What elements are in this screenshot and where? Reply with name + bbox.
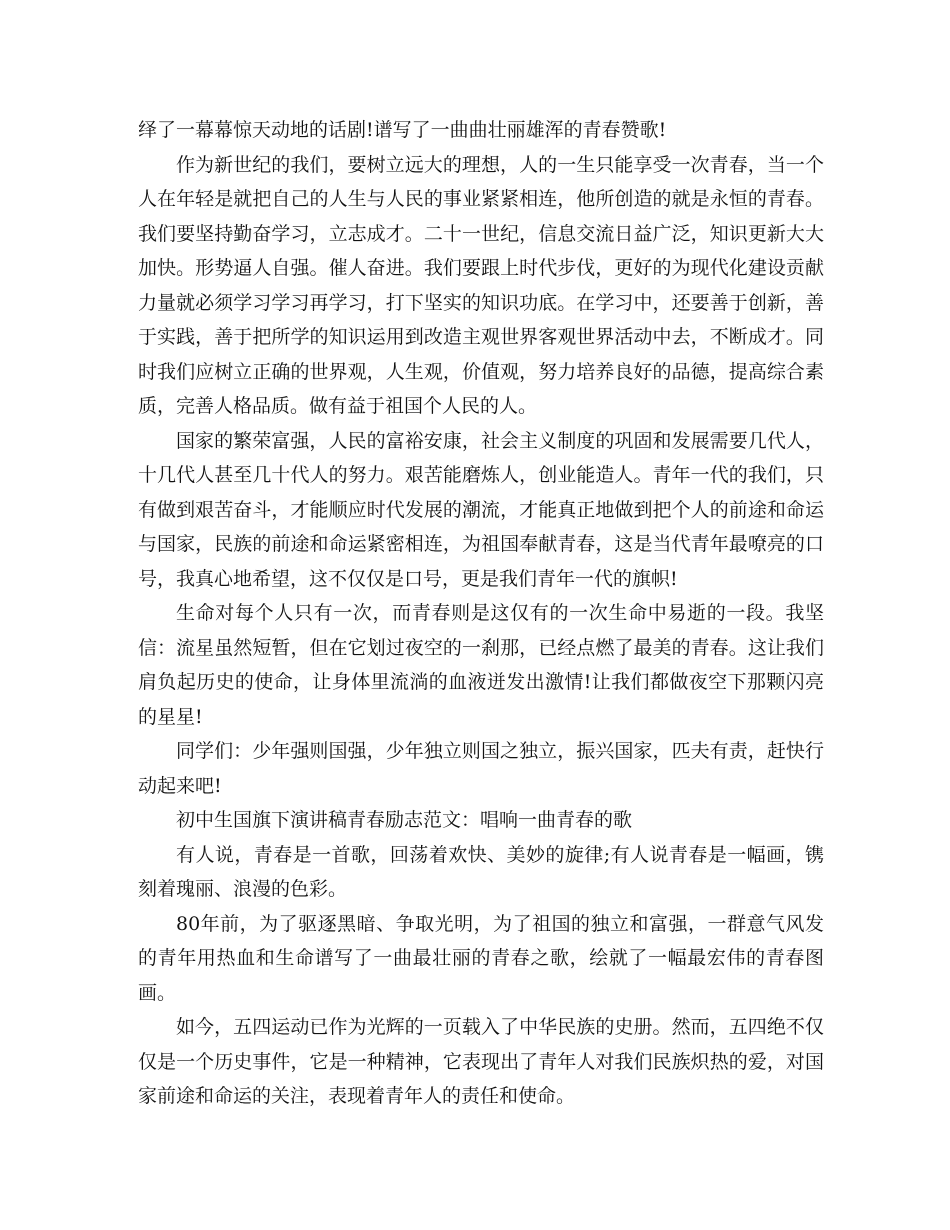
paragraph: 80年前，为了驱逐黑暗、争取光明，为了祖国的独立和富强，一群意气风发的青年用热血和生命谱写了一曲最壮丽的青春之歌，绘就了一幅最宏伟的青春图画。 bbox=[138, 912, 824, 1004]
paragraph: 同学们：少年强则国强，少年独立则国之独立，振兴国家，匹夫有责，赶快行动起来吧! bbox=[138, 740, 824, 797]
paragraph: 国家的繁荣富强，人民的富裕安康，社会主义制度的巩固和发展需要几代人，十几代人甚至几十代人的努力。艰苦能磨炼人，创业能造人。青年一代的我们，只有做到艰苦奋斗，才能顺应时代发展的潮流，才能真正地做到把个人的前途和命运与国家，民族的前途和命运紧密相连，为祖国奉献青春，这是当代青年最嘹亮的口号，我真心地希望，这不仅仅是口号，更是我们青年一代的旗帜! bbox=[138, 429, 824, 590]
document-body bbox=[138, 113, 824, 1114]
paragraph: 生命对每个人只有一次，而青春则是这仅有的一次生命中易逝的一段。我坚信：流星虽然短暂，但在它划过夜空的一刹那，已经点燃了最美的青春。这让我们肩负起历史的使命，让身体里流淌的血液迸发出激情!让我们都做夜空下那颗闪亮的星星! bbox=[138, 602, 824, 728]
paragraph: 作为新世纪的我们，要树立远大的理想，人的一生只能享受一次青春，当一个人在年轻是就把自己的人生与人民的事业紧紧相连，他所创造的就是永恒的青春。我们要坚持勤奋学习，立志成才。二十一世纪，信息交流日益广泛，知识更新大大加快。形势逼人自强。催人奋进。我们要跟上时代步伐，更好的为现代化建设贡献力量就必须学习学习再学习，打下坚实的知识功底。在学习中，还要善于创新，善于实践，善于把所学的知识运用到改造主观世界客观世界活动中去，不断成才。同时我们应树立正确的世界观，人生观，价值观，努力培养良好的品德，提高综合素质，完善人格品质。做有益于祖国个人民的人。 bbox=[138, 153, 824, 417]
paragraph-continuation: 绎了一幕幕惊天动地的话剧!谱写了一曲曲壮丽雄浑的青春赞歌! bbox=[138, 119, 667, 141]
section-title: 初中生国旗下演讲稿青春励志范文：唱响一曲青春的歌 bbox=[176, 809, 633, 831]
paragraph: 如今，五四运动已作为光辉的一页载入了中华民族的史册。然而，五四绝不仅仅是一个历史事件，它是一种精神，它表现出了青年人对我们民族炽热的爱，对国家前途和命运的关注，表现着青年人的责任和使命。 bbox=[138, 1016, 824, 1107]
paragraph: 有人说，青春是一首歌，回荡着欢快、美妙的旋律;有人说青春是一幅画，镌刻着瑰丽、浪漫的色彩。 bbox=[138, 843, 824, 900]
